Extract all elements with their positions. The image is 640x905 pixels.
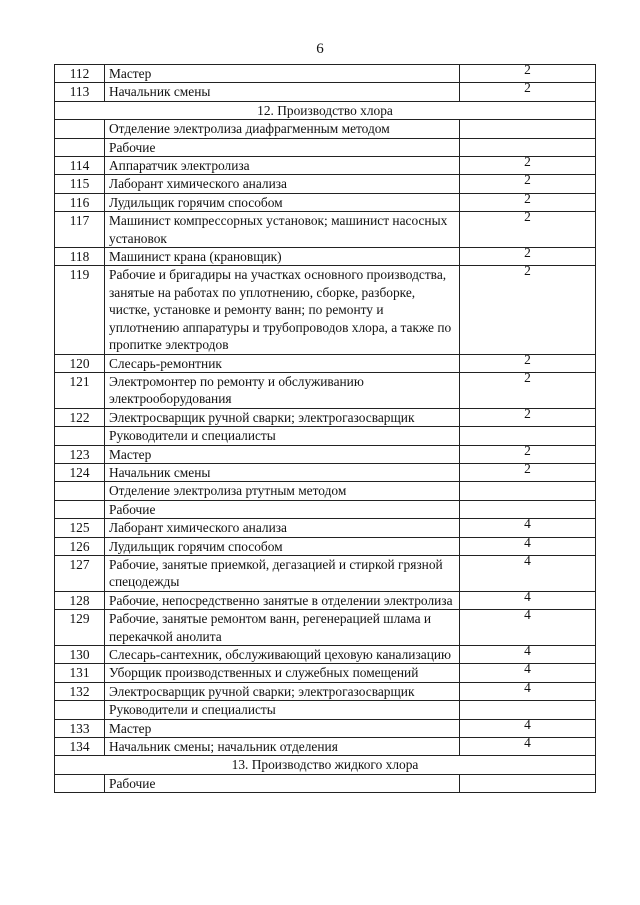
- table-row: [55, 738, 596, 756]
- table-row: [55, 646, 596, 664]
- row-title: Аппаратчик электролиза: [105, 157, 460, 175]
- table-row: [55, 212, 596, 248]
- table-row: [55, 463, 596, 481]
- row-number: [55, 138, 105, 156]
- row-value-cell: [460, 369, 596, 408]
- row-title: Машинист крана (крановщик): [105, 248, 460, 266]
- row-value: 2: [524, 405, 531, 421]
- row-value: 2: [524, 442, 531, 458]
- row-value: 4: [524, 735, 531, 751]
- subheading-row: [55, 774, 596, 792]
- table-row: [55, 248, 596, 266]
- row-value: 4: [524, 607, 531, 623]
- row-value-cell: [460, 735, 596, 756]
- subheading-row: [55, 138, 596, 156]
- table-row: [55, 719, 596, 737]
- section-header-row: [55, 756, 596, 774]
- row-number: [55, 701, 105, 719]
- row-value: 4: [524, 588, 531, 604]
- row-value-cell: [460, 460, 596, 481]
- row-number: 120: [55, 354, 105, 372]
- section-title: 13. Производство жидкого хлора: [55, 756, 596, 774]
- row-value: 4: [524, 661, 531, 677]
- row-number: [55, 500, 105, 518]
- page-number: 6: [316, 41, 324, 57]
- row-value: 4: [524, 716, 531, 732]
- row-number: 119: [55, 266, 105, 354]
- row-number: 126: [55, 537, 105, 555]
- row-title: Рабочие, занятые ремонтом ванн, регенерацией шлама и перекачкой анолита: [105, 610, 460, 646]
- subheading-row: [55, 120, 596, 138]
- row-number: 133: [55, 719, 105, 737]
- row-value: 2: [524, 172, 531, 188]
- row-title: Отделение электролиза ртутным методом: [105, 482, 460, 500]
- table-row: [55, 83, 596, 101]
- row-number: 130: [55, 646, 105, 664]
- row-title: Начальник смены: [105, 83, 460, 101]
- row-value: 2: [524, 351, 531, 367]
- row-number: 134: [55, 738, 105, 756]
- table-row: [55, 682, 596, 700]
- table-row: [55, 408, 596, 426]
- row-value: 2: [524, 154, 531, 170]
- subheading-row: [55, 482, 596, 500]
- document-table: [54, 64, 596, 793]
- row-number: 124: [55, 463, 105, 481]
- row-title: Слесарь-ремонтник: [105, 354, 460, 372]
- row-value: 4: [524, 679, 531, 695]
- row-title: Электросварщик ручной сварки; электрогазосварщик: [105, 408, 460, 426]
- table-row: [55, 537, 596, 555]
- row-number: 131: [55, 664, 105, 682]
- row-title: Начальник смены: [105, 463, 460, 481]
- row-value: 2: [524, 190, 531, 206]
- row-title: Электромонтер по ремонту и обслуживанию электрооборудования: [105, 372, 460, 408]
- subheading-row: [55, 701, 596, 719]
- row-value: 2: [524, 369, 531, 385]
- row-title: Рабочие: [105, 500, 460, 518]
- row-value-cell: [460, 209, 596, 248]
- table-row: [55, 664, 596, 682]
- row-title: Рабочие, непосредственно занятые в отделении электролиза: [105, 591, 460, 609]
- row-title: Рабочие и бригадиры на участках основного производства, занятые на работах по уплотнению, сборке, разборке, чистке, установке и ремонту ванн; по ремонту и уплотнению аппаратуры и трубопроводов хлора, а также по пропитке электродов: [105, 266, 460, 354]
- row-number: [55, 120, 105, 138]
- row-title: Руководители и специалисты: [105, 427, 460, 445]
- row-title: Лаборант химического анализа: [105, 175, 460, 193]
- row-title: Электросварщик ручной сварки; электрогазосварщик: [105, 682, 460, 700]
- table-row: [55, 175, 596, 193]
- row-number: 114: [55, 157, 105, 175]
- row-title: Машинист компрессорных установок; машинист насосных установок: [105, 212, 460, 248]
- row-title: Лудильщик горячим способом: [105, 537, 460, 555]
- row-value-cell: [460, 552, 596, 591]
- subheading-row: [55, 427, 596, 445]
- row-value: 2: [524, 62, 531, 77]
- row-number: [55, 774, 105, 792]
- row-number: 125: [55, 519, 105, 537]
- row-number: 122: [55, 408, 105, 426]
- row-number: 128: [55, 591, 105, 609]
- row-number: [55, 482, 105, 500]
- row-title: Лудильщик горячим способом: [105, 193, 460, 211]
- row-title: Рабочие: [105, 774, 460, 792]
- row-value-cell: [460, 774, 596, 792]
- row-value: 2: [524, 209, 531, 225]
- row-value: 2: [524, 460, 531, 476]
- subheading-row: [55, 500, 596, 518]
- row-value-cell: [460, 120, 596, 138]
- row-number: [55, 427, 105, 445]
- row-number: 118: [55, 248, 105, 266]
- row-value-cell: [460, 263, 596, 354]
- row-number: 129: [55, 610, 105, 646]
- table-row: [55, 445, 596, 463]
- row-value: 2: [524, 263, 531, 279]
- row-value: 4: [524, 643, 531, 658]
- row-number: 127: [55, 555, 105, 591]
- row-title: Рабочие, занятые приемкой, дегазацией и стиркой грязной спецодежды: [105, 555, 460, 591]
- table-row: [55, 354, 596, 372]
- table-row: [55, 157, 596, 175]
- row-title: Мастер: [105, 719, 460, 737]
- row-number: 113: [55, 83, 105, 101]
- row-value-cell: [460, 482, 596, 500]
- row-number: 123: [55, 445, 105, 463]
- table-row: [55, 555, 596, 591]
- row-value: 4: [524, 516, 531, 532]
- row-value: 2: [524, 245, 531, 261]
- row-value: 4: [524, 552, 531, 568]
- section-title: 12. Производство хлора: [55, 101, 596, 119]
- row-title: Рабочие: [105, 138, 460, 156]
- table-row: [55, 372, 596, 408]
- row-title: Руководители и специалисты: [105, 701, 460, 719]
- section-header-row: [55, 101, 596, 119]
- row-value: 2: [524, 80, 531, 96]
- row-number: 117: [55, 212, 105, 248]
- row-number: 112: [55, 65, 105, 83]
- row-value-cell: [460, 607, 596, 646]
- row-title: Мастер: [105, 65, 460, 83]
- row-number: 132: [55, 682, 105, 700]
- row-number: 121: [55, 372, 105, 408]
- table-row: [55, 591, 596, 609]
- table-row: [55, 65, 596, 83]
- table-row: [55, 610, 596, 646]
- row-title: Уборщик производственных и служебных помещений: [105, 664, 460, 682]
- row-value: 4: [524, 534, 531, 550]
- row-title: Начальник смены; начальник отделения: [105, 738, 460, 756]
- table-row: [55, 193, 596, 211]
- row-title: Лаборант химического анализа: [105, 519, 460, 537]
- row-title: Мастер: [105, 445, 460, 463]
- row-title: Слесарь-сантехник, обслуживающий цеховую канализацию: [105, 646, 460, 664]
- row-value-cell: [460, 80, 596, 101]
- row-value-cell: [460, 405, 596, 426]
- row-value-cell: [460, 679, 596, 700]
- row-title: Отделение электролиза диафрагменным методом: [105, 120, 460, 138]
- table-row: [55, 266, 596, 354]
- row-number: 115: [55, 175, 105, 193]
- table-body: [55, 62, 596, 793]
- table-row: [55, 519, 596, 537]
- row-number: 116: [55, 193, 105, 211]
